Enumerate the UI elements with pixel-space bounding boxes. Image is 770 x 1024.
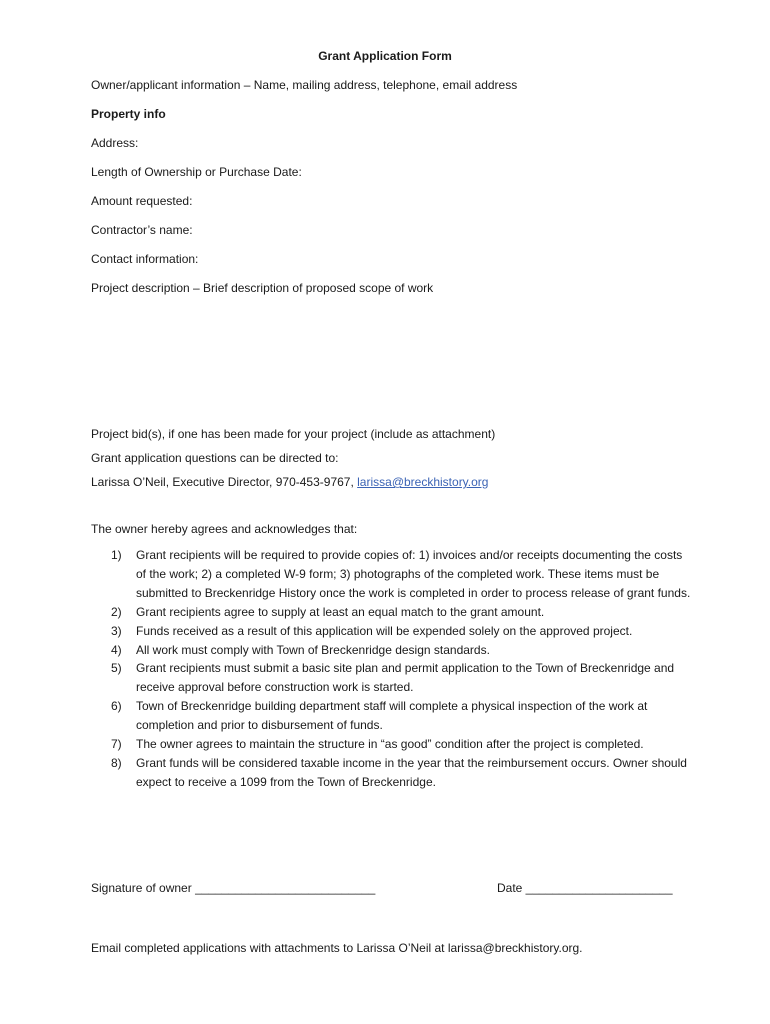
list-item-text: Grant funds will be considered taxable income in the year that the reimbursement occurs. Owner should expect to receive a 1099 from the Town of Breckenridge. xyxy=(136,755,687,789)
list-item xyxy=(91,697,691,735)
list-item xyxy=(91,754,691,792)
list-item-text: Grant recipients will be required to provide copies of: 1) invoices and/or receipts documenting the costs of the work; 2) a completed W-9 form; 3) photographs of the completed work. These items must be submitted to Breckenridge History once the work is completed in order to process release of grant funds. xyxy=(136,548,691,600)
page-title: Grant Application Form xyxy=(318,49,452,63)
terms-list xyxy=(91,546,691,792)
amount-field-label: Amount requested: xyxy=(91,194,193,208)
list-item-text: Grant recipients agree to supply at least an equal match to the grant amount. xyxy=(136,604,545,619)
list-number: 8) xyxy=(111,755,122,770)
questions-line: Grant application questions can be directed to: xyxy=(91,451,339,465)
list-number: 5) xyxy=(111,661,122,676)
list-number: 4) xyxy=(111,642,122,657)
contact-line xyxy=(91,474,488,490)
list-item xyxy=(91,641,691,660)
list-number: 2) xyxy=(111,604,122,619)
list-item xyxy=(91,546,691,603)
owner-info-line: Owner/applicant information – Name, mailing address, telephone, email address xyxy=(91,78,518,92)
list-number: 3) xyxy=(111,623,122,638)
list-item xyxy=(91,659,691,697)
property-info-heading: Property info xyxy=(91,107,166,121)
list-item xyxy=(91,622,691,641)
agreement-intro: The owner hereby agrees and acknowledges that: xyxy=(91,522,358,536)
signature-field[interactable]: Signature of owner ___________________________ xyxy=(91,881,376,895)
signature-row xyxy=(91,880,691,896)
date-field[interactable]: Date ______________________ xyxy=(497,881,673,895)
contact-email-link[interactable]: larissa@breckhistory.org xyxy=(357,475,489,489)
contact-text: Larissa O’Neil, Executive Director, 970-453-9767, xyxy=(91,475,358,489)
list-item-text: The owner agrees to maintain the structure in “as good” condition after the project is completed. xyxy=(136,737,644,752)
list-item xyxy=(91,603,691,622)
footer-instructions: Email completed applications with attachments to Larissa O’Neil at larissa@breckhistory.org. xyxy=(91,941,583,955)
list-number: 1) xyxy=(111,548,122,562)
list-item xyxy=(91,735,691,754)
list-item-text: Town of Breckenridge building department staff will complete a physical inspection of the work at completion and prior to disbursement of funds. xyxy=(136,699,648,733)
contractor-field-label: Contractor’s name: xyxy=(91,223,193,237)
contact-field-label: Contact information: xyxy=(91,252,199,266)
project-bids-line: Project bid(s), if one has been made for your project (include as attachment) xyxy=(91,427,496,441)
list-item-text: Grant recipients must submit a basic site plan and permit application to the Town of Breckenridge and receive approval before construction work is started. xyxy=(136,661,675,695)
ownership-field-label: Length of Ownership or Purchase Date: xyxy=(91,165,302,179)
list-item-text: All work must comply with Town of Breckenridge design standards. xyxy=(136,642,490,657)
list-item-text: Funds received as a result of this application will be expended solely on the approved project. xyxy=(136,623,633,638)
project-description-label: Project description – Brief description of proposed scope of work xyxy=(91,281,434,295)
list-number: 6) xyxy=(111,699,122,714)
list-number: 7) xyxy=(111,737,122,752)
address-field-label: Address: xyxy=(91,136,139,150)
